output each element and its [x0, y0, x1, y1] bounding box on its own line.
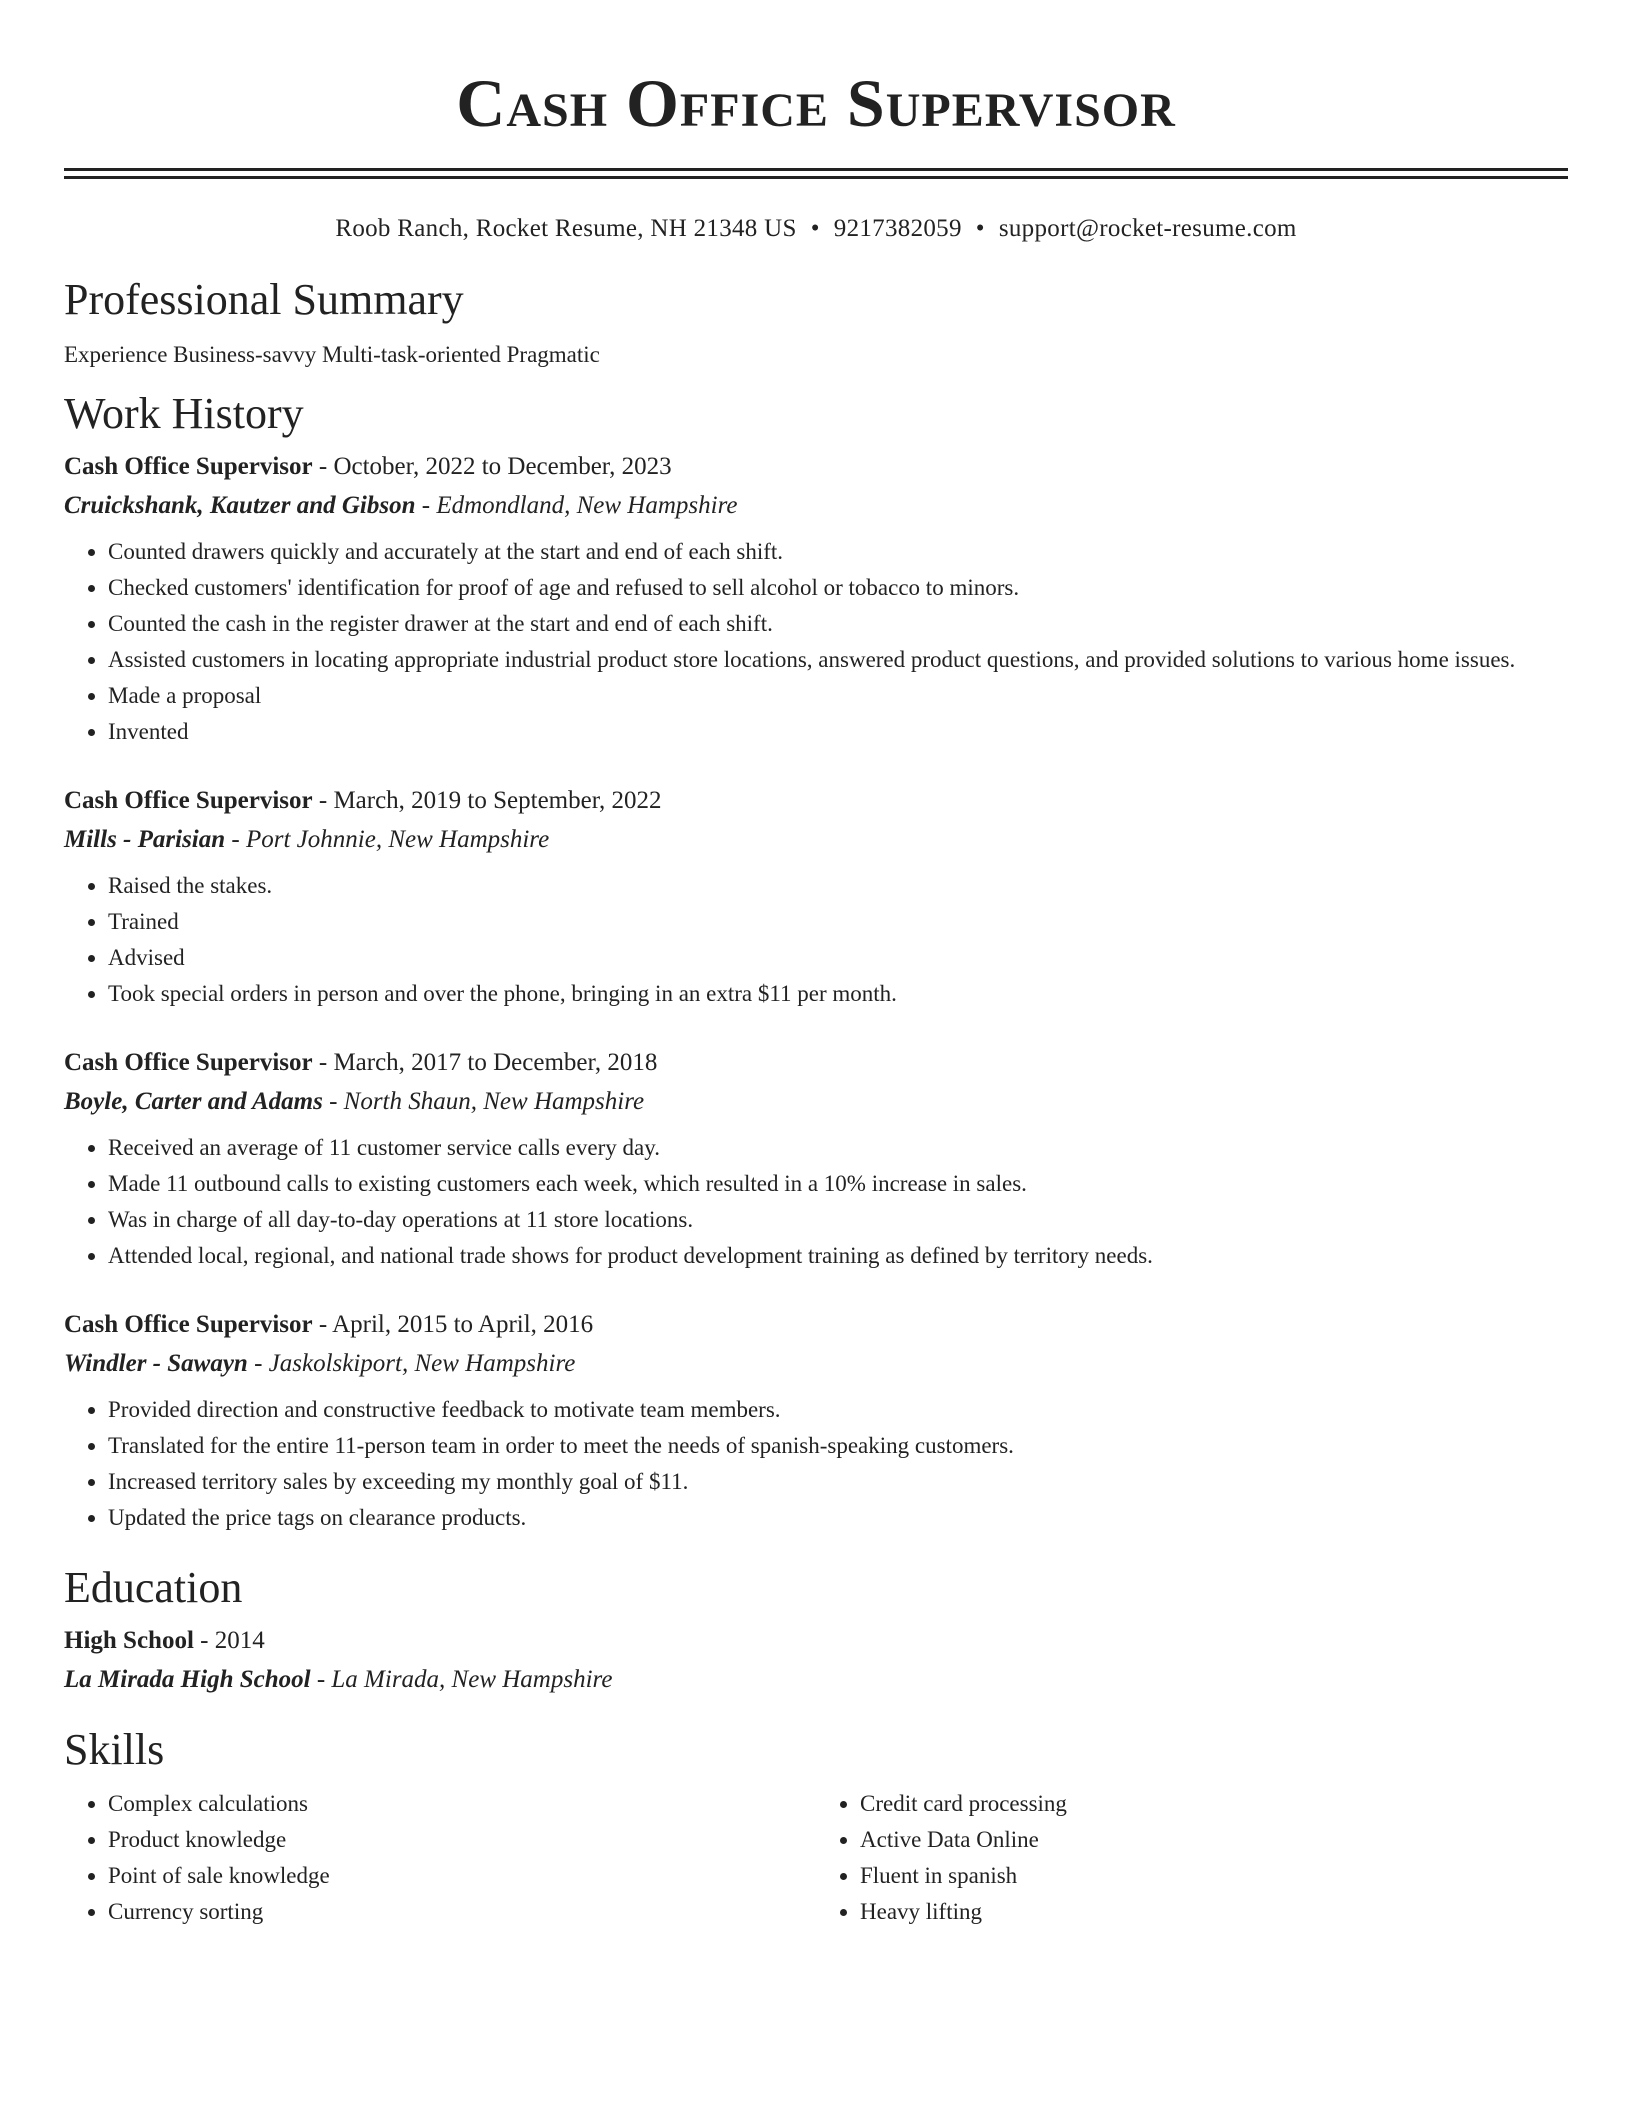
work-history-section — [64, 386, 1568, 1536]
list-item: • Counted drawers quickly and accurately at the start and end of each shift. — [108, 534, 1568, 570]
job-location: Edmondland, New Hampshire — [436, 492, 738, 519]
job-title-line: Cash Office Supervisor - April, 2015 to April, 2016 — [64, 1311, 594, 1338]
header-double-rule — [64, 168, 1568, 179]
job-duties-list — [64, 1130, 1568, 1274]
job-company-line: Boyle, Carter and Adams - North Shaun, New Hampshire — [64, 1088, 645, 1115]
job-title-line: Cash Office Supervisor - March, 2019 to September, 2022 — [64, 787, 662, 814]
list-item: • Counted the cash in the register drawer at the start and end of each shift. — [108, 606, 1568, 642]
list-item: • Received an average of 11 customer service calls every day. — [108, 1130, 1568, 1166]
list-item: • Raised the stakes. — [108, 868, 1568, 904]
list-item: • Attended local, regional, and national trade shows for product development training as defined by territory needs. — [108, 1238, 1568, 1274]
skill-item: • Currency sorting — [108, 1894, 816, 1930]
skills-columns — [64, 1778, 1568, 1930]
skill-item: • Point of sale knowledge — [108, 1858, 816, 1894]
job-company: Windler - Sawayn — [64, 1350, 248, 1377]
job-title-line: Cash Office Supervisor - October, 2022 to December, 2023 — [64, 453, 672, 480]
list-item: • Checked customers' identification for proof of age and refused to sell alcohol or tobacco to minors. — [108, 570, 1568, 606]
job-dates: April, 2015 to April, 2016 — [332, 1311, 594, 1338]
job-location: Port Johnnie, New Hampshire — [245, 826, 550, 853]
skill-item: • Complex calculations — [108, 1786, 816, 1822]
job-location: North Shaun, New Hampshire — [343, 1088, 645, 1115]
education-location: La Mirada, New Hampshire — [331, 1666, 613, 1693]
list-item: • Updated the price tags on clearance products. — [108, 1500, 1568, 1536]
job-entry — [64, 1044, 1568, 1274]
summary-section — [64, 272, 1568, 370]
list-item: • Assisted customers in locating appropriate industrial product store locations, answered product questions, and provided solutions to various home issues. — [108, 642, 1568, 678]
education-year: 2014 — [214, 1627, 265, 1654]
job-company: Boyle, Carter and Adams — [64, 1088, 323, 1115]
skills-heading: Skills — [64, 1725, 165, 1774]
job-company-line: Cruickshank, Kautzer and Gibson - Edmondland, New Hampshire — [64, 492, 738, 519]
job-dates: October, 2022 to December, 2023 — [333, 453, 672, 480]
education-degree: High School — [64, 1627, 194, 1654]
summary-text: Experience Business-savvy Multi-task-oriented Pragmatic — [64, 342, 600, 367]
job-title: Cash Office Supervisor — [64, 787, 313, 814]
job-dates: March, 2019 to September, 2022 — [333, 787, 662, 814]
job-entry — [64, 448, 1568, 750]
skills-section — [64, 1722, 1568, 1930]
list-item: • Increased territory sales by exceeding my monthly goal of $11. — [108, 1464, 1568, 1500]
contact-separator: • — [975, 215, 985, 242]
list-item: • Invented — [108, 714, 1568, 750]
job-title: Cash Office Supervisor — [64, 1311, 313, 1338]
job-title: Cash Office Supervisor — [64, 1049, 313, 1076]
contact-separator: • — [810, 215, 820, 242]
list-item: • Translated for the entire 11-person team in order to meet the needs of spanish-speaking customers. — [108, 1428, 1568, 1464]
job-location: Jaskolskiport, New Hampshire — [268, 1350, 576, 1377]
list-item: • Trained — [108, 904, 1568, 940]
job-entry — [64, 1306, 1568, 1536]
skill-item: • Active Data Online — [860, 1822, 1568, 1858]
contact-email: support@rocket-resume.com — [998, 215, 1297, 242]
education-school: La Mirada High School — [64, 1666, 311, 1693]
list-item: • Advised — [108, 940, 1568, 976]
contact-address: Roob Ranch, Rocket Resume, NH 21348 US — [335, 215, 797, 242]
list-item: • Made 11 outbound calls to existing customers each week, which resulted in a 10% increase in sales. — [108, 1166, 1568, 1202]
list-item: • Took special orders in person and over the phone, bringing in an extra $11 per month. — [108, 976, 1568, 1012]
job-company: Cruickshank, Kautzer and Gibson — [64, 492, 416, 519]
job-company-line: Mills - Parisian - Port Johnnie, New Hampshire — [64, 826, 550, 853]
skill-item: • Heavy lifting — [860, 1894, 1568, 1930]
skills-list-left — [64, 1786, 816, 1930]
work-history-heading: Work History — [64, 389, 304, 438]
skill-item: • Product knowledge — [108, 1822, 816, 1858]
skill-item: • Credit card processing — [860, 1786, 1568, 1822]
job-company: Mills - Parisian — [64, 826, 226, 853]
job-title-line: Cash Office Supervisor - March, 2017 to December, 2018 — [64, 1049, 658, 1076]
education-section — [64, 1560, 1568, 1700]
skills-list-right — [816, 1786, 1568, 1930]
candidate-name: Cash Office Supervisor — [456, 65, 1176, 141]
job-duties-list — [64, 534, 1568, 750]
list-item: • Was in charge of all day-to-day operations at 11 store locations. — [108, 1202, 1568, 1238]
job-duties-list — [64, 1392, 1568, 1536]
summary-heading: Professional Summary — [64, 275, 464, 324]
education-school-line: La Mirada High School - La Mirada, New Hampshire — [64, 1666, 613, 1693]
job-title: Cash Office Supervisor — [64, 453, 313, 480]
education-heading: Education — [64, 1563, 243, 1612]
contact-line — [64, 212, 1568, 246]
contact-phone: 9217382059 — [833, 215, 962, 242]
list-item: • Provided direction and constructive feedback to motivate team members. — [108, 1392, 1568, 1428]
job-duties-list — [64, 868, 1568, 1012]
job-entry — [64, 782, 1568, 1012]
job-dates: March, 2017 to December, 2018 — [333, 1049, 658, 1076]
education-degree-line: High School - 2014 — [64, 1627, 265, 1654]
job-company-line: Windler - Sawayn - Jaskolskiport, New Hampshire — [64, 1350, 576, 1377]
skill-item: • Fluent in spanish — [860, 1858, 1568, 1894]
list-item: • Made a proposal — [108, 678, 1568, 714]
